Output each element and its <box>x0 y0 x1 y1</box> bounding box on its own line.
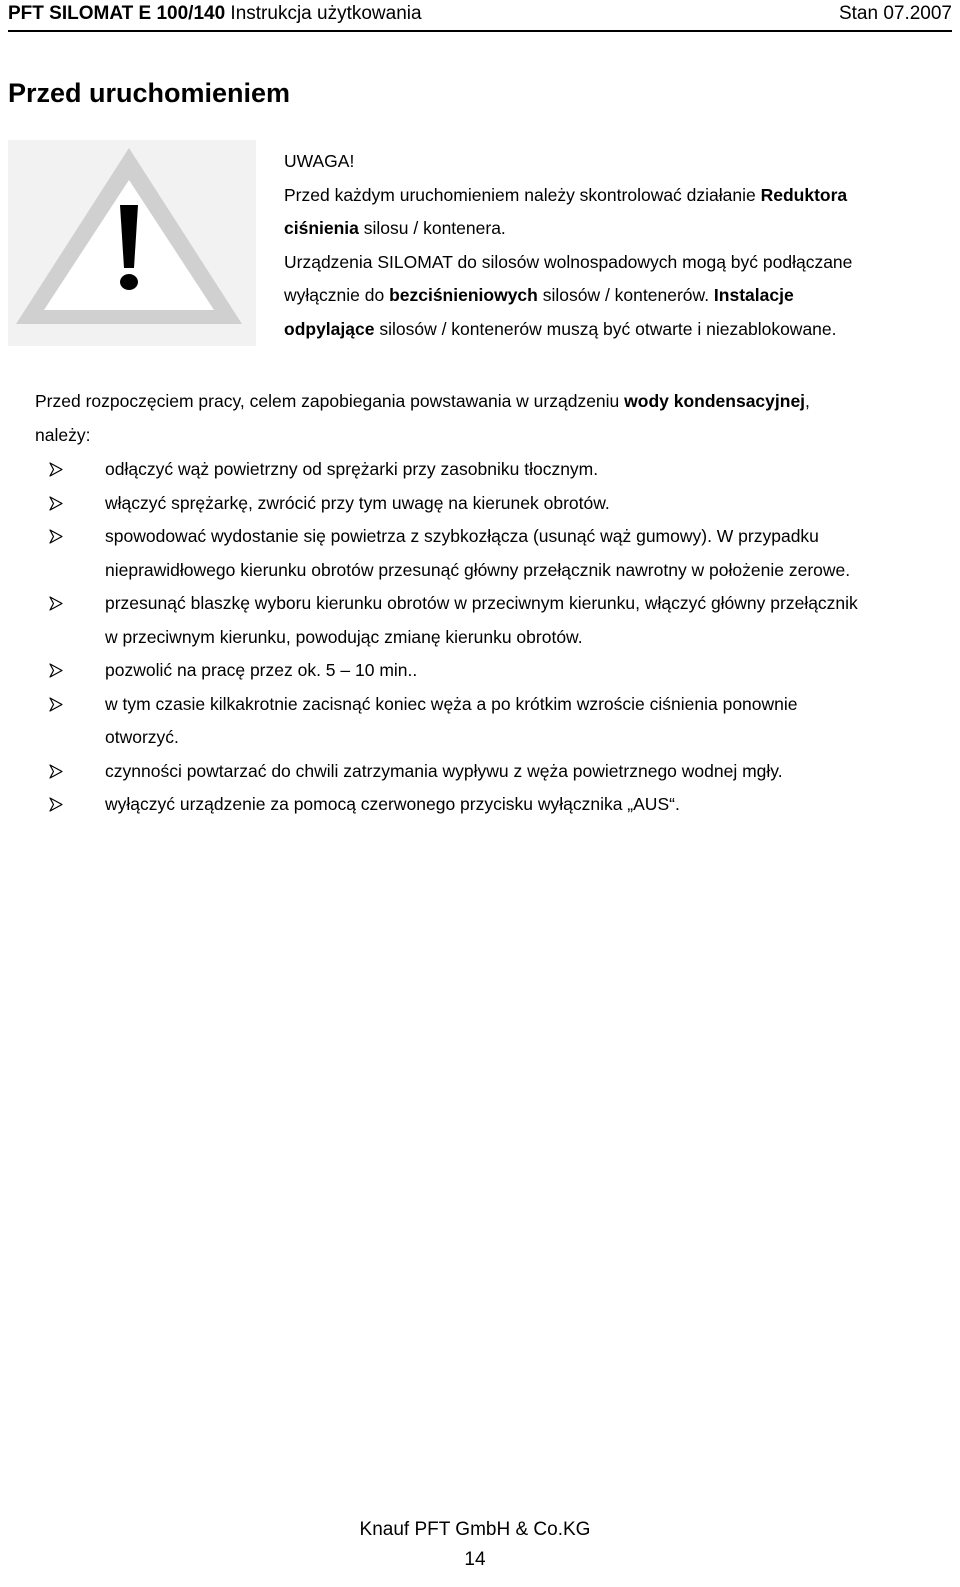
arrowhead-bullet-icon <box>49 596 63 611</box>
header-divider <box>8 30 952 32</box>
warning-triangle-icon <box>8 140 256 346</box>
header-doc-title-bold: PFT SILOMAT E 100/140 <box>8 3 226 24</box>
intro-text-part: , <box>805 391 810 411</box>
warning-text-bold: Instalacje <box>713 285 794 305</box>
warning-text-bold: ciśnienia <box>284 218 359 238</box>
warning-text-part: silosów / kontenerów. <box>537 285 714 305</box>
intro-text-bold: wody kondensacyjnej <box>624 391 806 411</box>
footer-company: Knauf PFT GmbH & Co.KG <box>359 1519 591 1540</box>
warning-text-bold: odpylające <box>284 318 375 339</box>
warning-text-part: Przed każdym uruchomieniem należy skontrolować działanie <box>284 184 761 205</box>
list-item <box>35 654 935 688</box>
arrowhead-bullet-icon <box>49 764 63 779</box>
warning-text-part: wyłącznie do <box>284 285 390 305</box>
arrowhead-bullet-icon <box>49 697 63 712</box>
header-doc-title-rest: Instrukcja użytkowania <box>225 3 422 24</box>
page-title: Przed uruchomieniem <box>8 78 291 108</box>
list-item <box>35 688 935 755</box>
list-item-text: przesunąć blaszkę wyboru kierunku obrotów w przeciwnym kierunku, włączyć główny przełącznik <box>105 593 858 613</box>
warning-heading: UWAGA! <box>284 151 355 171</box>
page-number: 14 <box>464 1549 486 1570</box>
warning-text <box>284 145 944 346</box>
list-item-text: pozwolić na pracę przez ok. 5 – 10 min.. <box>105 660 418 680</box>
list-item <box>35 755 935 789</box>
arrowhead-bullet-icon <box>49 496 63 511</box>
list-item-text: spowodować wydostanie się powietrza z szybkozłącza (usunąć wąż gumowy). W przypadku <box>105 526 819 546</box>
warning-line <box>284 212 944 246</box>
header-doc-title <box>8 2 422 26</box>
list-item-text: w tym czasie kilkakrotnie zacisnąć koniec węża a po krótkim wzroście ciśnienia ponownie <box>105 693 798 714</box>
list-item-text: włączyć sprężarkę, zwrócić przy tym uwagę na kierunek obrotów. <box>105 492 610 513</box>
list-item-text: czynności powtarzać do chwili zatrzymania wypływu z węża powietrznego wodnej mgły. <box>105 760 783 781</box>
list-item-text: otworzyć. <box>105 727 179 747</box>
intro-line <box>35 385 935 419</box>
list-item <box>35 520 935 587</box>
warning-text-bold: bezciśnieniowych <box>389 285 538 305</box>
page-header <box>8 2 952 26</box>
list-item-text: odłączyć wąż powietrzny od sprężarki przy zasobniku tłocznym. <box>105 459 599 479</box>
arrowhead-bullet-icon <box>49 462 63 477</box>
warning-text-bold: Reduktora <box>760 184 848 205</box>
list-item <box>35 453 935 487</box>
intro-line: należy: <box>35 424 91 445</box>
intro-paragraph <box>35 385 935 452</box>
arrowhead-bullet-icon <box>49 529 63 544</box>
header-status: Stan 07.2007 <box>838 3 952 24</box>
instruction-list <box>35 453 935 822</box>
list-item <box>35 587 935 654</box>
warning-line <box>284 279 944 313</box>
list-item-text: wyłączyć urządzenie za pomocą czerwonego przycisku wyłącznika „AUS“. <box>105 794 680 814</box>
warning-text-part: silosów / kontenerów muszą być otwarte i niezablokowane. <box>374 318 837 339</box>
arrowhead-bullet-icon <box>49 663 63 678</box>
warning-line <box>284 313 944 347</box>
intro-text-part: Przed rozpoczęciem pracy, celem zapobiegania powstawania w urządzeniu <box>35 391 625 411</box>
list-item <box>35 487 935 521</box>
list-item-text: nieprawidłowego kierunku obrotów przesunąć główny przełącznik nawrotny w położenie zerowe. <box>105 559 851 580</box>
warning-text-part: silosu / kontenera. <box>358 218 506 238</box>
list-item <box>35 788 935 822</box>
warning-line <box>284 179 944 213</box>
list-item-text: w przeciwnym kierunku, powodując zmianę kierunku obrotów. <box>105 626 583 647</box>
arrowhead-bullet-icon <box>49 797 63 812</box>
warning-line: Urządzenia SILOMAT do silosów wolnospadowych mogą być podłączane <box>284 251 853 272</box>
